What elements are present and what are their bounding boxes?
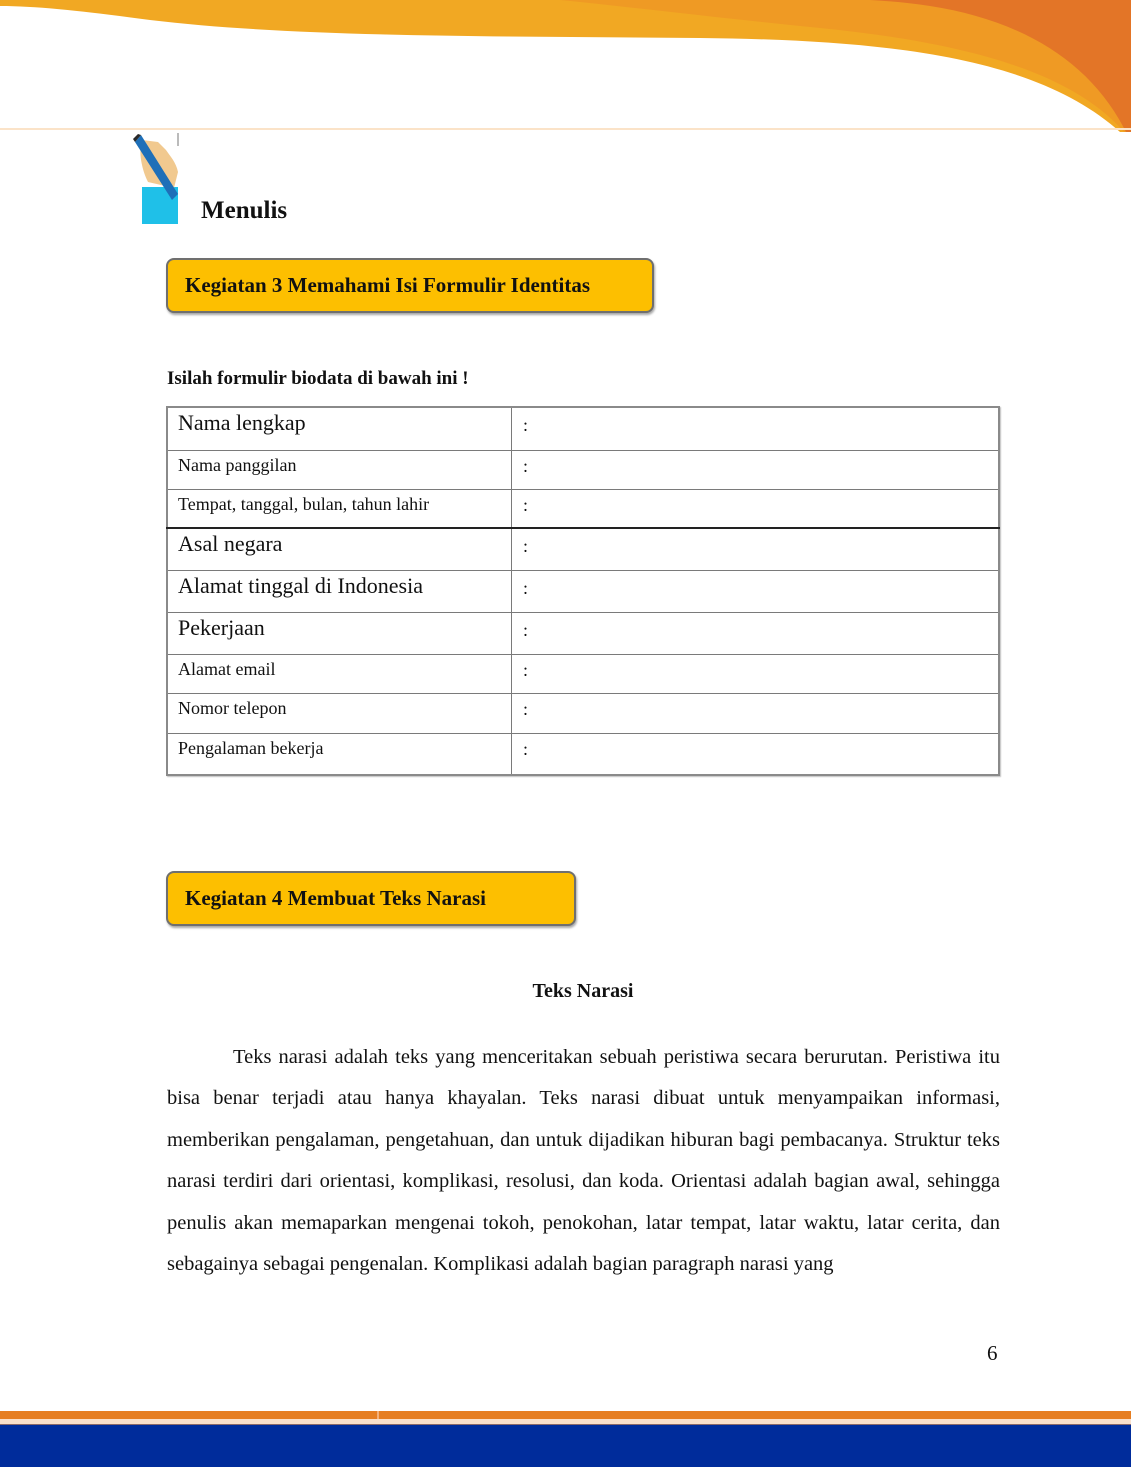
field-separator: : [523,659,529,680]
footer-orange-divider [377,1411,379,1419]
hand-writing-pencil-icon [130,132,182,224]
section-title: Menulis [201,197,288,224]
activity-3-label-box [166,258,654,313]
field-separator: : [523,536,529,556]
field-value-input[interactable] [512,489,1000,528]
table-row [167,450,999,489]
field-separator: : [523,455,529,476]
table-row [167,489,999,528]
header-wave-decoration [0,0,1131,132]
field-value-input[interactable] [512,693,1000,733]
field-value-input[interactable] [512,654,1000,693]
field-label: Alamat tinggal di Indonesia [167,570,512,612]
table-row [167,407,999,450]
field-value-input[interactable] [512,450,1000,489]
page-number: 6 [987,1341,998,1365]
activity-3-title: Kegiatan 3 Memahami Isi Formulir Identitas [185,273,591,297]
narasi-paragraph: Teks narasi adalah teks yang menceritakan sebuah peristiwa secara berurutan. Peristiwa itu bisa benar terjadi atau hanya khayalan. Teks narasi dibuat untuk menyampaikan informasi, memberikan pengalaman, pengetahuan, dan untuk dijadikan hiburan bagi pembacanya. Struktur teks narasi terdiri dari orientasi, komplikasi, resolusi, dan koda. Orientasi adalah bagian awal, sehingga penulis akan memaparkan mengenai tokoh, penokohan, latar tempat, latar waktu, latar cerita, dan sebagainya sebagai pengenalan. Komplikasi adalah bagian paragraph narasi yang [167,1045,1000,1275]
table-row [167,693,999,733]
footer-blue-band [0,1424,1131,1467]
field-label: Pengalaman bekerja [167,733,512,775]
field-separator: : [523,619,529,640]
biodata-form-table [166,406,1000,776]
field-value-input[interactable] [512,733,1000,775]
footer-orange-band [0,1411,1131,1419]
table-row [167,654,999,693]
field-separator: : [523,698,529,719]
field-value-input[interactable] [512,612,1000,654]
field-separator: : [523,738,529,759]
field-label: Asal negara [167,528,512,570]
field-separator: : [523,415,529,435]
header-rule [0,128,1131,130]
field-value-input[interactable] [512,528,1000,570]
field-label: Pekerjaan [167,612,512,654]
field-label: Nomor telepon [167,693,512,733]
table-row [167,733,999,775]
activity-4-label-box [166,871,576,926]
table-row [167,570,999,612]
field-value-input[interactable] [512,407,1000,450]
table-row [167,528,999,570]
field-label: Tempat, tanggal, bulan, tahun lahir [167,489,512,528]
field-separator: : [523,577,529,598]
activity-4-title: Kegiatan 4 Membuat Teks Narasi [185,886,487,910]
table-row [167,612,999,654]
field-label: Nama panggilan [167,450,512,489]
form-instruction: Isilah formulir biodata di bawah ini ! [167,368,469,389]
field-label: Nama lengkap [167,407,512,450]
field-value-input[interactable] [512,570,1000,612]
field-label: Alamat email [167,654,512,693]
narasi-heading: Teks Narasi [532,980,634,1002]
field-separator: : [523,494,529,515]
